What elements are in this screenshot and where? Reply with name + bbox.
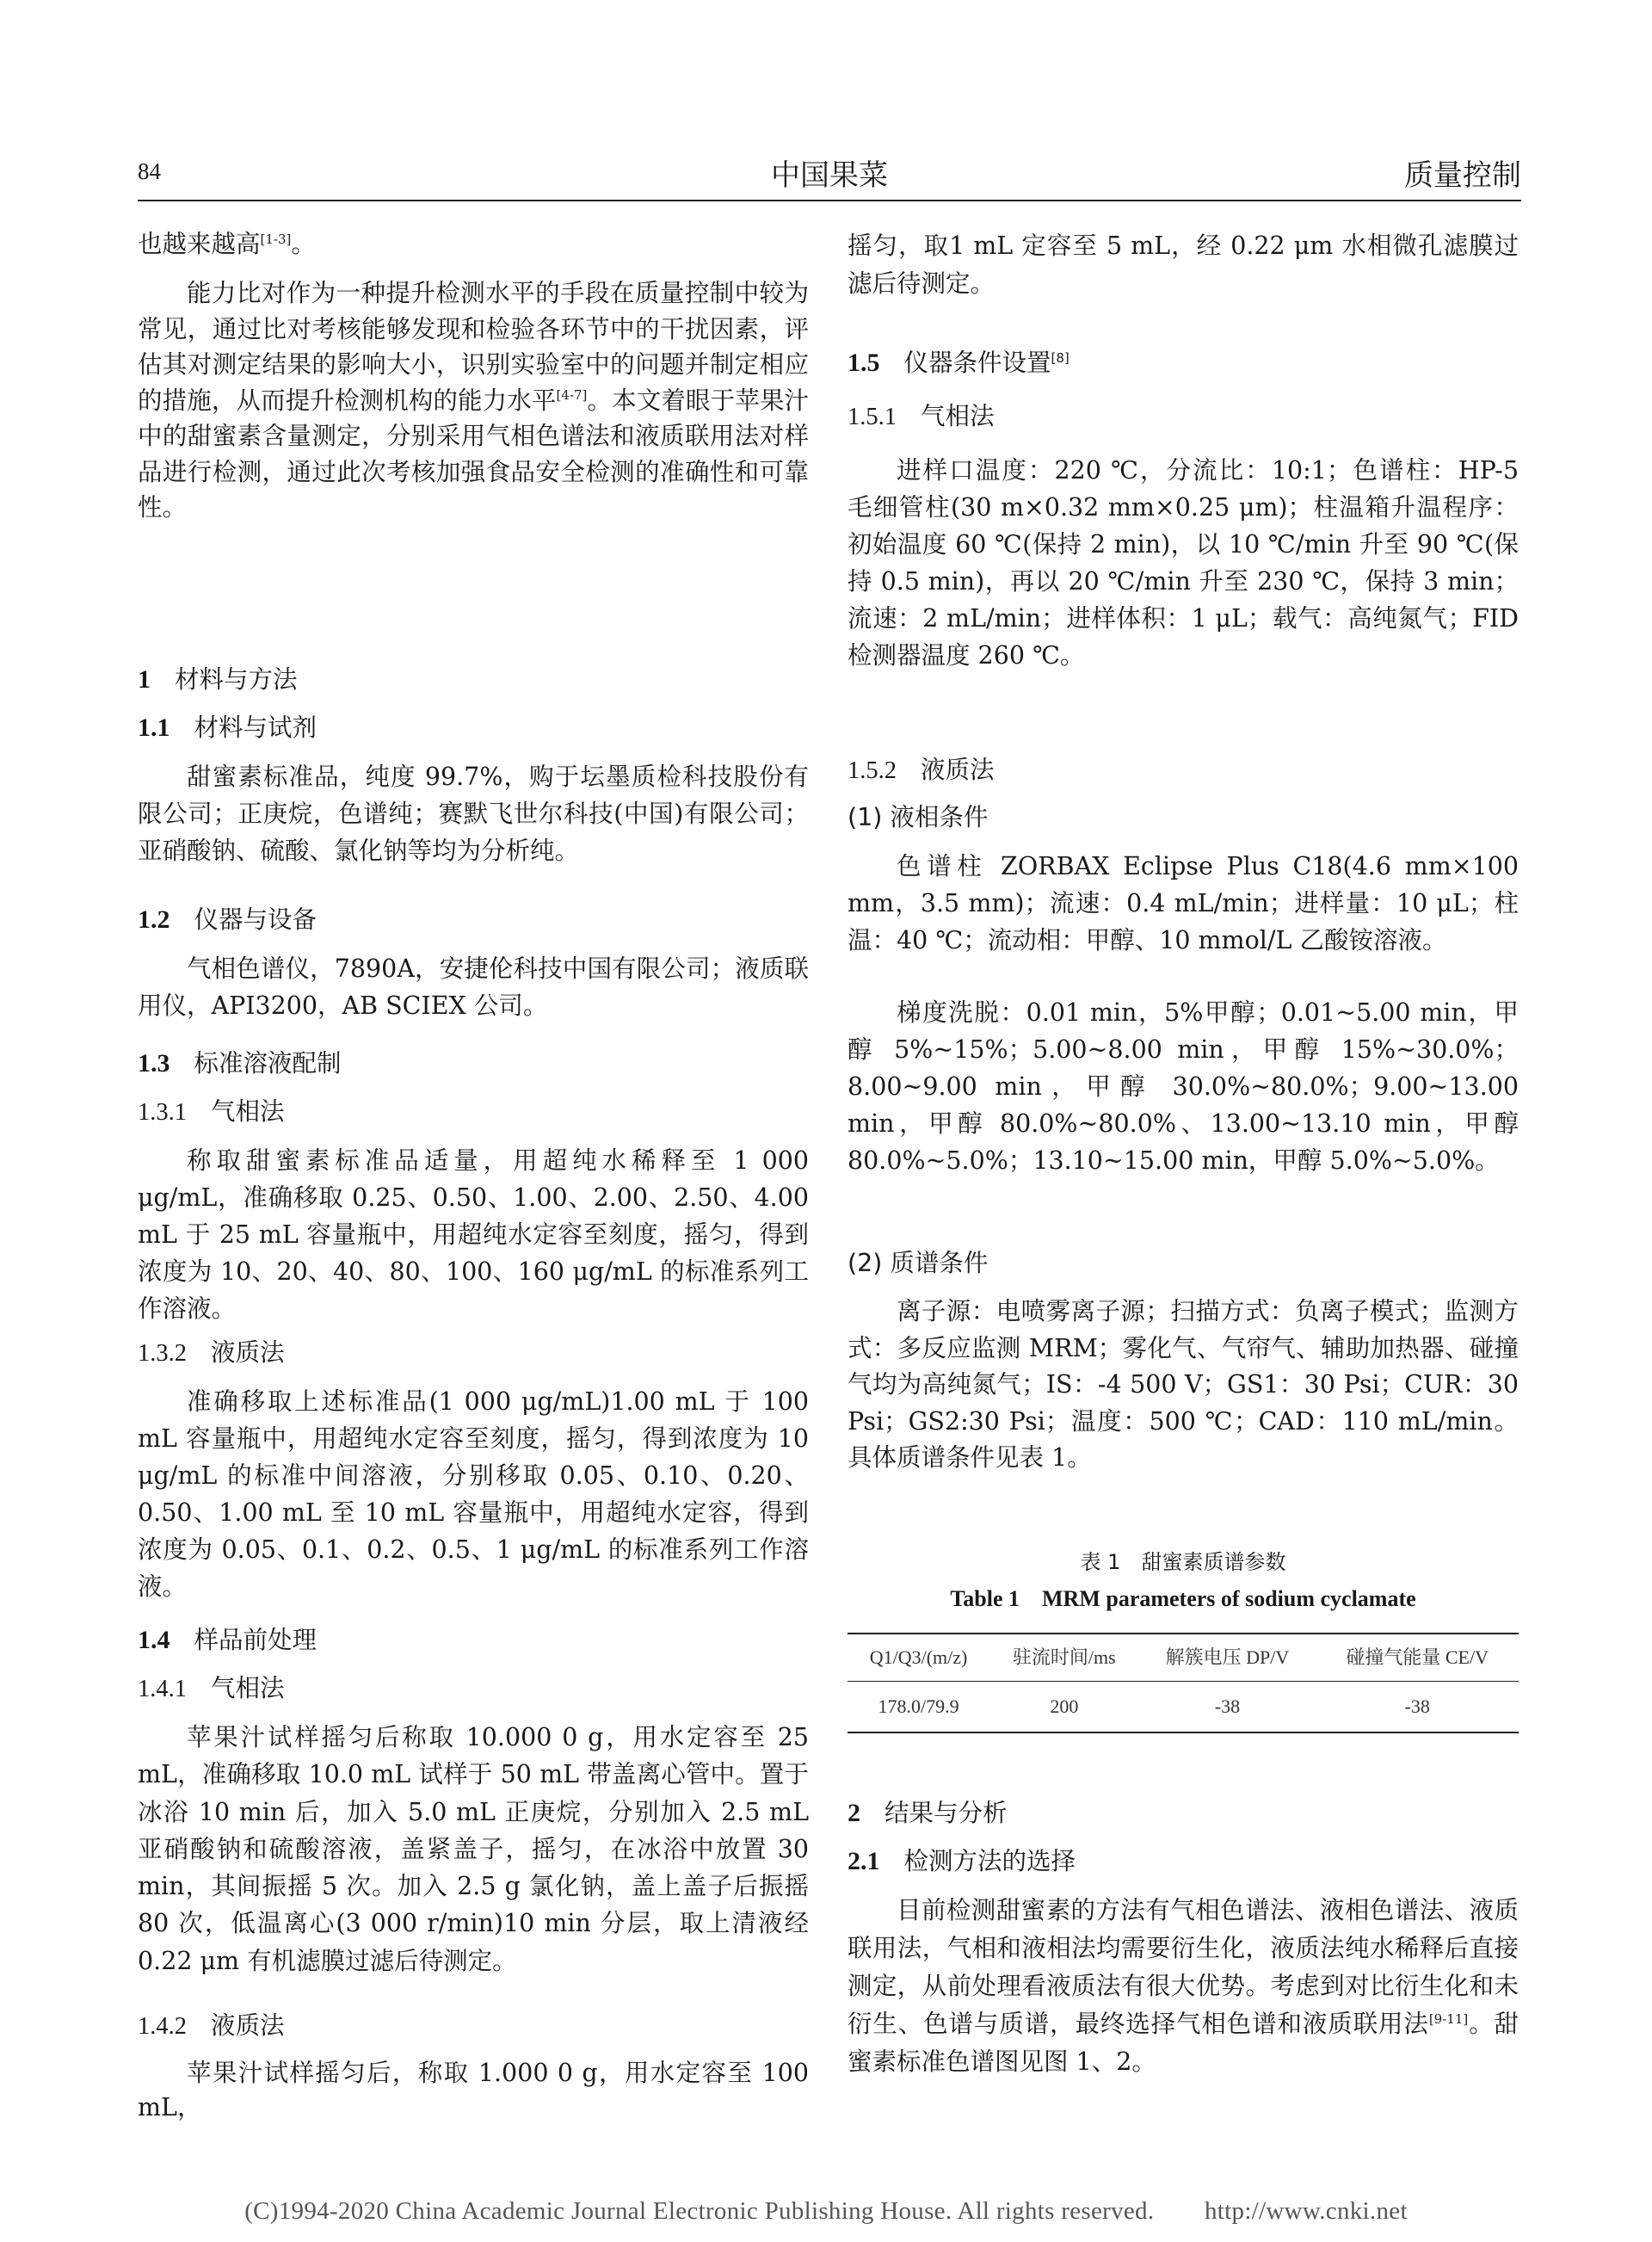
- text: 目前检测甜蜜素的方法有气相色谱法、液相色谱法、液质联用法，气相和液相法均需要衍生化，液质法纯水稀释后直接测定，从前处理看液质法有很大优势。考虑到对比衍生化和未衍生、色谱与质谱，最终选择气相色谱和液质联用法: [848, 1896, 1519, 2038]
- mrm-parameters-table: [848, 1633, 1519, 1733]
- section-heading-1-4-1: [138, 1671, 285, 1707]
- section-number: 1.3: [138, 1049, 170, 1078]
- table-row: [848, 1682, 1519, 1733]
- table-header: 解簇电压 DP/V: [1139, 1634, 1316, 1682]
- citation-link[interactable]: [8]: [1051, 350, 1069, 366]
- section-heading-1-4-2: [138, 2009, 285, 2044]
- section-title: 气相法: [211, 1097, 285, 1126]
- text: 能力比对作为一种提升检测水平的手段在质量控制中较为常见，通过比对考核能够发现和检验各环节中的干扰因素，评估其对测定结果的影响大小，识别实验室中的问题并制定相应的措施，从而提升检测机构的能力水平: [138, 279, 809, 415]
- section-number: 1.5.1: [848, 404, 897, 430]
- copyright-footer: (C)1994-2020 China Academic Journal Electronic Publishing House. All rights reserved. http://www.cnki.net: [244, 2197, 1408, 2225]
- section-heading-1-5: [848, 346, 1069, 380]
- section-title: 液质法: [211, 2011, 285, 2040]
- section-title: 气相法: [211, 1674, 285, 1702]
- section-title: 结果与分析: [885, 1799, 1008, 1827]
- section-heading-2-1: [848, 1844, 1076, 1879]
- table-header: 驻流时间/ms: [989, 1634, 1138, 1682]
- section-heading-1-3-1: [138, 1095, 285, 1130]
- paragraph: 苹果汁试样摇匀后，称取 1.000 0 g，用水定容至 100 mL，: [138, 2059, 809, 2122]
- table-header: 碰撞气能量 CE/V: [1316, 1634, 1519, 1682]
- section-number: 1.4.1: [138, 1676, 187, 1702]
- section-title: 标准溶液配制: [194, 1049, 342, 1078]
- section-title: 材料与方法: [175, 665, 298, 694]
- section-number: 1.4: [138, 1626, 170, 1654]
- table-cell: 178.0/79.9: [878, 1695, 959, 1717]
- citation-link[interactable]: [4-7]: [556, 386, 588, 403]
- paragraph: [848, 1892, 1519, 2081]
- section-number: 1.5.2: [848, 757, 897, 784]
- paragraph: 称取甜蜜素标准品适量，用超纯水稀释至 1 000 μg/mL，准确移取 0.25、0.50、1.00、2.00、2.50、4.00 mL 于 25 mL 容量瓶中，用超纯水定容至刻度，摇匀，得到浓度为 10、20、40、80、100、160 μg/mL 的标准系列工作溶液。: [138, 1146, 809, 1323]
- journal-title: 中国果菜: [771, 158, 888, 193]
- section-heading-1-2: [138, 903, 317, 937]
- section-heading-1: [138, 663, 298, 697]
- section-number: 2.1: [848, 1847, 880, 1875]
- section-title: 液质法: [211, 1338, 285, 1367]
- section-heading-2: [848, 1796, 1008, 1831]
- section-number: 1.5: [848, 349, 880, 377]
- citation-link[interactable]: [1-3]: [260, 232, 292, 247]
- section-title: 样品前处理: [194, 1626, 317, 1654]
- table-cell: -38: [1404, 1695, 1430, 1717]
- text: 也越来越高: [138, 230, 261, 258]
- paragraph: 准确移取上述标准品(1 000 μg/mL)1.00 mL 于 100 mL 容量瓶中，用超纯水定容至刻度，摇匀，得到浓度为 10 μg/mL 的标准中间溶液，分别移取 0.05、0.10、0.20、0.50、1.00 mL 至 10 mL 容量瓶中，用超纯水定容，得到浓度为 0.05、0.1、0.2、0.5、1 μg/mL 的标准系列工作溶液。: [138, 1387, 809, 1601]
- table-cell: 200: [1050, 1695, 1079, 1717]
- section-title: 仪器条件设置: [903, 349, 1051, 377]
- section-label: 质量控制: [1404, 158, 1521, 193]
- paragraph: 离子源：电喷雾离子源；扫描方式：负离子模式；监测方式：多反应监测 MRM；雾化气、气帘气、辅助加热器、碰撞气均为高纯氮气；IS：-4 500 V；GS1：30 Psi；CUR：30 Psi；GS2:30 Psi；温度：500 ℃；CAD：110 mL/min。具体质谱条件见表 1。: [848, 1297, 1519, 1472]
- section-title: 液质法: [921, 756, 995, 784]
- text: 。: [291, 230, 316, 258]
- paragraph: 气相色谱仪，7890A，安捷伦科技中国有限公司；液质联用仪，API3200，AB SCIEX 公司。: [138, 954, 809, 1020]
- section-number: 1.3.1: [138, 1099, 187, 1126]
- page-number: 84: [138, 158, 161, 184]
- table-caption-en: Table 1 MRM parameters of sodium cyclamate: [950, 1586, 1416, 1611]
- table-header: Q1/Q3/(m/z): [848, 1634, 989, 1682]
- paragraph: 甜蜜素标准品，纯度 99.7%，购于坛墨质检科技股份有限公司；正庚烷，色谱纯；赛默飞世尔科技(中国)有限公司；亚硝酸钠、硫酸、氯化钠等均为分析纯。: [138, 763, 809, 865]
- subheading-lc-conditions: (1) 液相条件: [848, 803, 989, 831]
- paragraph: [138, 227, 809, 262]
- header-rule: [138, 200, 1521, 201]
- section-number: 1.3.2: [138, 1340, 187, 1367]
- paragraph: 摇匀，取1 mL 定容至 5 mL，经 0.22 μm 水相微孔滤膜过滤后待测定。: [848, 232, 1519, 298]
- section-number: 1.2: [138, 905, 170, 934]
- paragraph: 苹果汁试样摇匀后称取 10.000 0 g，用水定容至 25 mL，准确移取 10.0 mL 试样于 50 mL 带盖离心管中。置于冰浴 10 min 后，加入 5.0 mL 正庚烷，分别加入 2.5 mL 亚硝酸钠和硫酸溶液，盖紧盖子，摇匀，在冰浴中放置 30 min，其间振摇 5 次。加入 2.5 g 氯化钠，盖上盖子后振摇 80 次，低温离心(3 000 r/min)10 min 分层，取上清液经 0.22 μm 有机滤膜过滤后待测定。: [138, 1723, 809, 1975]
- paragraph: 色谱柱 ZORBAX Eclipse Plus C18(4.6 mm×100 mm，3.5 mm)；流速：0.4 mL/min；进样量：10 μL；柱温：40 ℃；流动相：甲醇、10 mmol/L 乙酸铵溶液。: [848, 852, 1519, 954]
- section-heading-1-3: [138, 1047, 342, 1081]
- section-number: 1.1: [138, 713, 170, 742]
- paragraph: [138, 275, 809, 526]
- section-title: 气相法: [921, 402, 995, 430]
- citation-link[interactable]: [9-11]: [1428, 2011, 1469, 2027]
- section-title: 检测方法的选择: [903, 1847, 1076, 1875]
- table-caption-cn: 表 1 甜蜜素质谱参数: [1080, 1550, 1286, 1574]
- section-heading-1-4: [138, 1623, 317, 1658]
- section-heading-1-1: [138, 711, 317, 745]
- section-number: 1.4.2: [138, 2013, 187, 2040]
- section-heading-1-5-2: [848, 753, 995, 788]
- paragraph: 梯度洗脱：0.01 min，5%甲醇；0.01~5.00 min，甲醇 5%~15%；5.00~8.00 min，甲醇 15%~30.0%；8.00~9.00 min，甲醇 30.0%~80.0%；9.00~13.00 min，甲醇 80.0%~80.0%、13.00~13.10 min，甲醇 80.0%~5.0%；13.10~15.00 min，甲醇 5.0%~5.0%。: [848, 998, 1519, 1175]
- section-heading-1-3-2: [138, 1336, 285, 1371]
- section-number: 1: [138, 665, 151, 694]
- section-heading-1-5-1: [848, 399, 995, 435]
- section-number: 2: [848, 1799, 860, 1827]
- section-title: 仪器与设备: [194, 905, 317, 934]
- table-cell: -38: [1214, 1695, 1241, 1717]
- paragraph: 进样口温度：220 ℃，分流比：10:1；色谱柱：HP-5 毛细管柱(30 m×0.32 mm×0.25 μm)；柱温箱升温程序：初始温度 60 ℃(保持 2 min)，以 10 ℃/min 升至 90 ℃(保持 0.5 min)，再以 20 ℃/min 升至 230 ℃，保持 3 min；流速：2 mL/min；进样体积：1 μL；载气：高纯氮气；FID 检测器温度 260 ℃。: [848, 456, 1519, 670]
- text: 。甜蜜素标准色谱图见图 1、2。: [848, 2010, 1519, 2076]
- section-title: 材料与试剂: [194, 713, 317, 742]
- subheading-ms-conditions: (2) 质谱条件: [848, 1249, 989, 1277]
- table-header-row: [848, 1634, 1519, 1682]
- page-header: [138, 151, 1521, 195]
- text: 。本文着眼于苹果汁中的甜蜜素含量测定，分别采用气相色谱法和液质联用法对样品进行检测，通过此次考核加强食品安全检测的准确性和可靠性。: [138, 386, 809, 522]
